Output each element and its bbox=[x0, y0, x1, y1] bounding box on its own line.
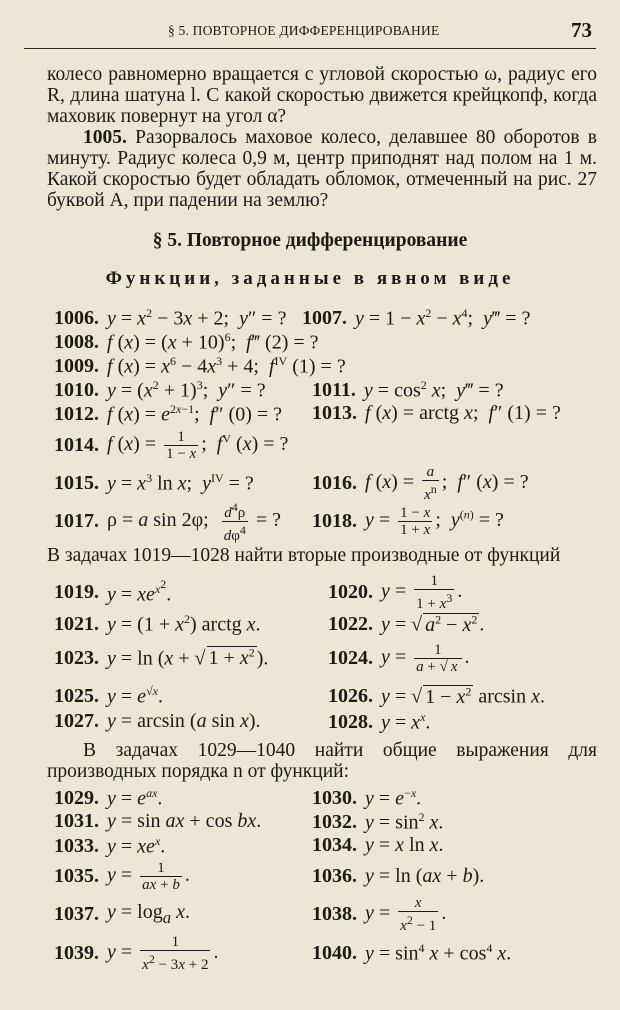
formula: $y = x^2 - 3x + 2$; y″ = ? bbox=[107, 306, 287, 330]
problem-1036 bbox=[312, 858, 484, 894]
problem-number: 1008. bbox=[54, 330, 99, 353]
formula: f $(x) = (x + 10)^6$; f‴ (2) = ? bbox=[107, 330, 319, 354]
formula: y = $\frac{1}{x^2 - 3x + 2}$ . bbox=[107, 933, 219, 973]
formula: $y = \log_a x$. bbox=[107, 900, 190, 927]
problem-number: 1027. bbox=[54, 710, 99, 732]
running-title: § 5. ПОВТОРНОЕ ДИФФЕРЕНЦИРОВАНИЕ bbox=[168, 23, 440, 38]
problem-1025 bbox=[54, 684, 163, 709]
problem-1026 bbox=[328, 684, 545, 709]
problem-1007 bbox=[302, 306, 530, 331]
intro-text bbox=[47, 64, 597, 211]
problem-number: 1018. bbox=[312, 509, 357, 532]
problem-number: 1010. bbox=[54, 378, 99, 401]
problem-number: 1009. bbox=[54, 354, 99, 377]
problem-number: 1005. bbox=[83, 127, 127, 148]
problem-number: 1011. bbox=[312, 378, 356, 401]
problem-1034 bbox=[312, 834, 444, 857]
problem-number: 1029. bbox=[54, 786, 99, 809]
problem-number: 1032. bbox=[312, 810, 357, 833]
formula: y = x ln x. bbox=[365, 834, 444, 856]
formula: $y = e^{ax}$. bbox=[107, 786, 163, 810]
instruction-text: В задачах 1029—1040 найти общие выражения для производных порядка n от функций: bbox=[47, 740, 597, 782]
problem-number: 1012. bbox=[54, 402, 99, 425]
problem-1027 bbox=[54, 710, 261, 733]
problem-number: 1034. bbox=[312, 834, 357, 856]
formula: ρ = a sin 2φ; $\frac{d^4\rho}{d\varphi^4}$ = ? bbox=[107, 499, 282, 544]
problem-number: 1016. bbox=[312, 471, 357, 494]
problem-number: 1024. bbox=[328, 646, 373, 669]
formula: $y = x^3$ ln x; $y^{IV}$ = ? bbox=[107, 470, 254, 495]
problem-1012 bbox=[54, 402, 282, 427]
problem-number: 1007. bbox=[302, 306, 347, 329]
formula: $y = e^{-x}$. bbox=[365, 786, 422, 810]
formula: y = $\frac{1}{ax + b}$ . bbox=[107, 859, 190, 893]
problem-number: 1006. bbox=[54, 306, 99, 329]
problem-1023 bbox=[54, 640, 268, 676]
problem-1029 bbox=[54, 786, 162, 811]
formula: y = √ $a^2 - x^2$ . bbox=[381, 612, 485, 636]
formula: $y = x^x$. bbox=[381, 710, 431, 734]
problem-1020 bbox=[328, 574, 462, 610]
problem-1006 bbox=[54, 306, 286, 331]
problem-number: 1036. bbox=[312, 864, 357, 887]
problem-number: 1035. bbox=[54, 864, 99, 887]
formula: y = $\frac{1}{1 + x^3}$ . bbox=[381, 572, 463, 612]
formula: y = arcsin (a sin x). bbox=[107, 710, 261, 732]
problem-1033 bbox=[54, 834, 165, 859]
problem-number: 1021. bbox=[54, 612, 99, 635]
formula: $y = xe^{x^2}$. bbox=[107, 577, 172, 606]
problem-1028 bbox=[328, 710, 430, 735]
problem-number: 1028. bbox=[328, 710, 373, 733]
formula: $y = 1 - x^2 - x^4$; y‴ = ? bbox=[355, 306, 531, 330]
problem-1014 bbox=[54, 426, 288, 464]
problem-1015 bbox=[54, 464, 254, 502]
problem-1017 bbox=[54, 499, 282, 544]
problem-number: 1015. bbox=[54, 471, 99, 494]
formula: $y = (x^2 + 1)^3$; y″ = ? bbox=[107, 378, 266, 402]
problem-1032 bbox=[312, 810, 443, 835]
formula: y = ln (x + √ $1 + x^2$ ). bbox=[107, 645, 269, 670]
formula: f $(x) = x^6 - 4x^3 + 4$; $f^{IV}$ (1) = ? bbox=[107, 354, 346, 378]
problem-1031 bbox=[54, 810, 261, 833]
problem-1037 bbox=[54, 896, 190, 932]
problem-1011 bbox=[312, 378, 504, 403]
problem-1030 bbox=[312, 786, 421, 811]
formula: $y = \sin^2 x$. bbox=[365, 810, 444, 834]
problem-1038 bbox=[312, 896, 446, 932]
problem-number: 1023. bbox=[54, 646, 99, 669]
problem-1009 bbox=[54, 354, 346, 379]
problem-1021 bbox=[54, 612, 261, 637]
problem-number: 1025. bbox=[54, 684, 99, 707]
formula: f (x) = $\frac{1}{1 - x}$ ; $f^V$ (x) = ? bbox=[107, 428, 289, 462]
formula: $y = \sin^4 x + \cos^4 x$. bbox=[365, 940, 512, 965]
continuation-paragraph: колесо равномерно вращается с угловой скоростью ω, радиус его R, длина шатуна l. С какой скоростью движется крейцкопф, когда маховик повернут на угол α? bbox=[47, 64, 597, 127]
instruction-1029-1040 bbox=[47, 740, 597, 782]
problem-1035 bbox=[54, 858, 190, 894]
problem-number: 1020. bbox=[328, 580, 373, 603]
problem-1019 bbox=[54, 574, 171, 610]
problem-number: 1013. bbox=[312, 402, 357, 424]
problem-number: 1019. bbox=[54, 580, 99, 603]
header-rule bbox=[24, 48, 596, 49]
problem-number: 1026. bbox=[328, 684, 373, 707]
instruction-text: В задачах 1019—1028 найти вторые производные от функций bbox=[47, 545, 561, 566]
problem-number: 1033. bbox=[54, 834, 99, 857]
formula: y = $\frac{1 - x}{1 + x}$ ; $y^{(n)}$ = ? bbox=[365, 504, 504, 538]
problem-1010 bbox=[54, 378, 266, 403]
formula: f $(x) = e^{2x-1}$; f″ (0) = ? bbox=[107, 402, 283, 426]
formula: y = $\frac{1}{a + √ x}$ . bbox=[381, 641, 470, 675]
section-title: § 5. Повторное дифференцирование bbox=[152, 230, 468, 251]
problem-number: 1031. bbox=[54, 810, 99, 832]
problem-1008 bbox=[54, 330, 319, 355]
formula: y = √ $1 - x^2$ arcsin x. bbox=[381, 684, 545, 708]
problem-number: 1039. bbox=[54, 941, 99, 964]
formula: f (x) = $\frac{a}{x^n}$ ; f″ (x) = ? bbox=[365, 463, 529, 503]
problem-1018 bbox=[312, 502, 504, 540]
problem-1022 bbox=[328, 612, 484, 637]
formula: $y = e^{√x}$. bbox=[107, 684, 163, 708]
problem-number: 1017. bbox=[54, 509, 99, 532]
instruction-1019-1028 bbox=[47, 545, 597, 566]
formula: y = ln (ax + b). bbox=[365, 864, 485, 887]
problem-1005 bbox=[47, 127, 597, 211]
page-number: 73 bbox=[571, 18, 592, 42]
problem-number: 1022. bbox=[328, 612, 373, 635]
problem-number: 1014. bbox=[54, 433, 99, 456]
problem-1039 bbox=[54, 934, 218, 972]
problem-number: 1040. bbox=[312, 941, 357, 964]
formula: $y = (1 + x^2)$ arctg x. bbox=[107, 612, 261, 636]
formula: $y = \cos^2 x$; y‴ = ? bbox=[363, 378, 504, 402]
formula: f (x) = arctg x; f″ (1) = ? bbox=[365, 402, 561, 424]
problem-number: 1037. bbox=[54, 902, 99, 925]
problem-1016 bbox=[312, 464, 529, 502]
problem-1005-text: Разорвалось маховое колесо, делавшее 80 оборотов в минуту. Радиус колеса 0,9 м, центр приподнят над полом на 1 м. Какой скоростью будет обладать обломок, отмеченный на рис. 27 буквой A, при падении на землю? bbox=[47, 127, 598, 211]
problem-1040 bbox=[312, 934, 511, 972]
problem-number: 1038. bbox=[312, 902, 357, 925]
problem-1013 bbox=[312, 402, 561, 425]
running-header bbox=[0, 18, 620, 42]
formula: $y = xe^x$. bbox=[107, 834, 166, 858]
problem-number: 1030. bbox=[312, 786, 357, 809]
formula: y = sin ax + cos bx. bbox=[107, 810, 262, 832]
formula: y = $\frac{x}{x^2 - 1}$ . bbox=[365, 894, 447, 934]
subsection-title: Функции, заданные в явном виде bbox=[105, 268, 515, 289]
problem-1024 bbox=[328, 640, 470, 676]
